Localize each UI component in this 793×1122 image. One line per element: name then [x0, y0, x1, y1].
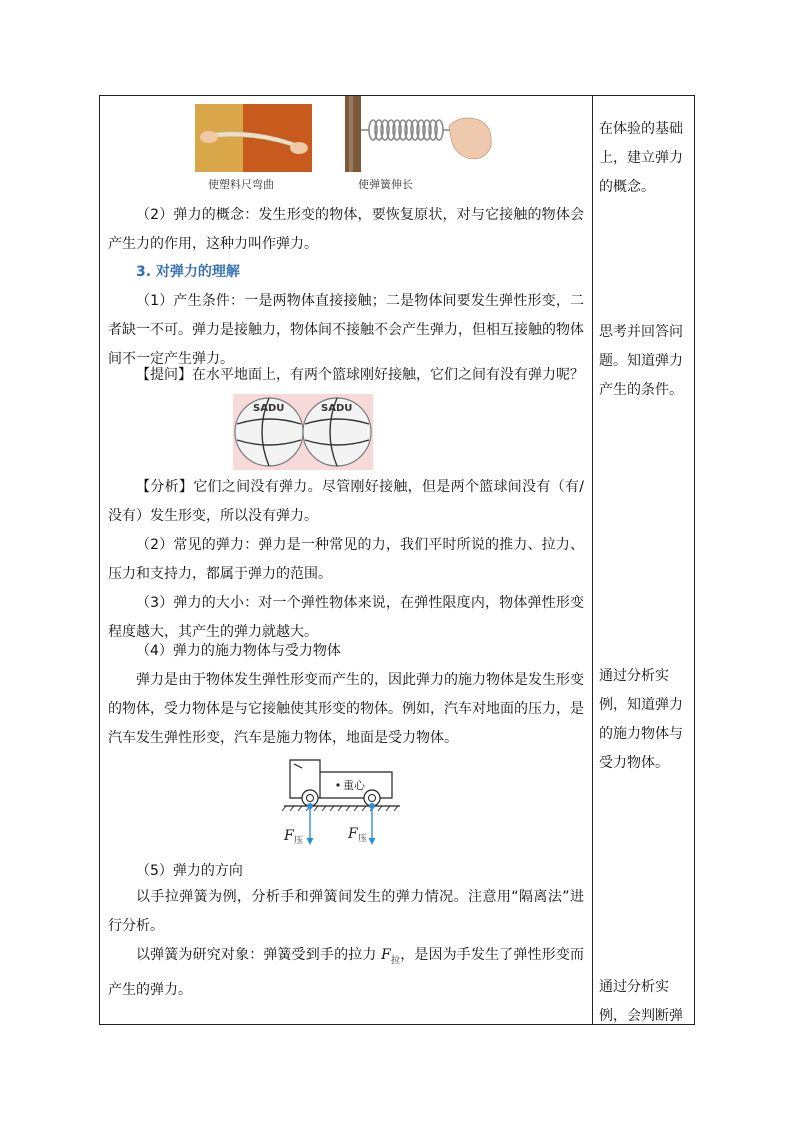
side-note-condition: 思考并回答问题。知道弹力产生的条件。	[599, 324, 683, 398]
objects-paragraph: 弹力是由于物体发生弹性形变而产生的，因此弹力的施力物体是发生形变的物体，受力物体是与它接触使其形变的物体。例如，汽车对地面的压力，是汽车发生弹性形变，汽车是施力物体，地面是受力物体。	[108, 672, 584, 746]
force-left-label: F	[284, 828, 294, 844]
side-note-concept: 在体验的基础上，建立弹力的概念。	[599, 121, 683, 195]
ruler-bending-photo	[195, 104, 312, 172]
spring-force-sub: 拉	[390, 955, 401, 966]
spring-stretch-photo	[345, 96, 495, 172]
spring-paragraph-post: ，是因为手发生了弹性形变而产生的弹力。	[108, 947, 584, 998]
basketballs-image	[233, 394, 373, 470]
size-paragraph: （3）弹力的大小：对一个弹性物体来说，在弹性限度内，物体弹性形变程度越大，其产生的弹力就越大。	[108, 595, 584, 640]
spring-caption: 使弹簧伸长	[358, 178, 413, 191]
center-of-gravity-label: 重心	[343, 779, 365, 792]
main-column	[100, 96, 592, 1024]
question-paragraph: 【提问】在水平地面上，有两个篮球刚好接触，它们之间有没有弹力呢？	[136, 367, 584, 383]
basketball-left	[235, 398, 303, 466]
spring-paragraph-pre: 以弹簧为研究对象：弹簧受到手的拉力	[136, 947, 382, 963]
spring-force-symbol: F	[381, 947, 391, 963]
basketball-brand-right: SADU	[321, 403, 353, 414]
force-right-sub: 压	[358, 834, 368, 844]
analysis-paragraph: 【分析】它们之间没有弹力。尽管刚好接触，但是两个篮球间没有（有/没有）发生形变，所以没有弹力。	[108, 479, 584, 524]
force-right-label: F	[348, 826, 358, 842]
basketball-brand-left: SADU	[253, 403, 285, 414]
spring-paragraph	[108, 941, 584, 1005]
section-heading: 3. 对弹力的理解	[136, 264, 240, 280]
truck-diagram	[280, 748, 412, 852]
concept-paragraph: （2）弹力的概念：发生形变的物体，要恢复原状，对与它接触的物体会产生力的作用，这种力叫作弹力。	[108, 207, 584, 252]
basketball-right	[303, 398, 371, 466]
direction-title: （5）弹力的方向	[136, 863, 243, 879]
direction-paragraph: 以手拉弹簧为例，分析手和弹簧间发生的弹力情况。注意用“隔离法”进行分析。	[108, 889, 584, 934]
side-column	[593, 96, 694, 1024]
force-left-sub: 压	[294, 836, 304, 846]
common-paragraph: （2）常见的弹力：弹力是一种常见的力，我们平时所说的推力、拉力、压力和支持力，都属于弹力的范围。	[108, 537, 584, 582]
ruler-caption: 使塑料尺弯曲	[208, 178, 274, 191]
condition-paragraph: （1）产生条件：一是两物体直接接触；二是物体间要发生弹性形变，二者缺一不可。弹力是接触力，物体间不接触不会产生弹力，但相互接触的物体间不一定产生弹力。	[108, 293, 584, 367]
side-note-objects: 通过分析实例，知道弹力的施力物体与受力物体。	[599, 668, 683, 771]
lesson-table	[99, 95, 695, 1025]
objects-title: （4）弹力的施力物体与受力物体	[136, 643, 341, 659]
side-note-direction: 通过分析实例，会判断弹	[599, 979, 683, 1024]
